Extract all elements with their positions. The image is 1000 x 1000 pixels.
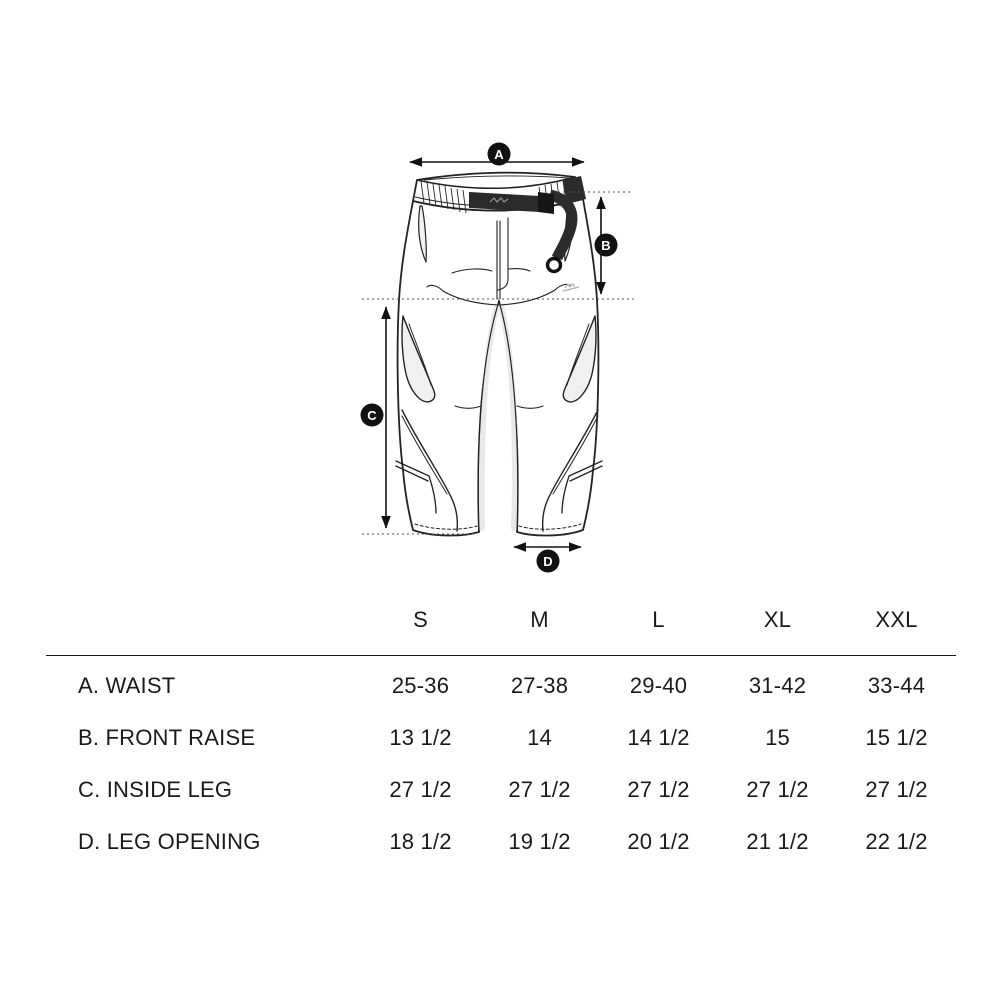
cell-front-raise-xxl: 15 1/2 xyxy=(865,725,928,750)
table-divider xyxy=(46,655,956,656)
table-row-leg-opening xyxy=(46,816,956,868)
measure-label-c xyxy=(361,404,384,427)
pants-body xyxy=(396,199,602,536)
cell-inside-leg-xxl: 27 1/2 xyxy=(865,777,928,802)
col-header-xl: XL xyxy=(763,607,792,632)
table-row-waist xyxy=(46,660,956,712)
cell-inside-leg-xl: 27 1/2 xyxy=(746,777,809,802)
cell-leg-opening-xxl: 22 1/2 xyxy=(865,829,928,854)
size-table xyxy=(46,598,956,868)
measure-letter-c: C xyxy=(367,408,377,423)
measure-letter-b: B xyxy=(601,238,611,253)
belt-buckle xyxy=(538,192,554,214)
cell-front-raise-xl: 15 xyxy=(765,725,790,750)
col-header-s: S xyxy=(413,607,428,632)
cell-waist-xxl: 33-44 xyxy=(867,673,926,698)
measure-letter-d: D xyxy=(543,554,553,569)
cell-leg-opening-s: 18 1/2 xyxy=(389,829,452,854)
measure-letter-a: A xyxy=(494,147,504,162)
cell-inside-leg-s: 27 1/2 xyxy=(389,777,452,802)
measure-label-d xyxy=(537,550,560,573)
col-header-m: M xyxy=(530,607,549,632)
cell-front-raise-s: 13 1/2 xyxy=(389,725,452,750)
col-header-l: L xyxy=(652,607,665,632)
row-label-inside-leg: C. INSIDE LEG xyxy=(78,777,233,802)
cell-waist-m: 27-38 xyxy=(510,673,569,698)
cell-inside-leg-m: 27 1/2 xyxy=(508,777,571,802)
cell-leg-opening-m: 19 1/2 xyxy=(508,829,571,854)
row-label-leg-opening: D. LEG OPENING xyxy=(78,829,261,854)
cell-waist-xl: 31-42 xyxy=(748,673,807,698)
cell-waist-l: 29-40 xyxy=(629,673,688,698)
table-row-front-raise xyxy=(46,712,956,764)
cell-waist-s: 25-36 xyxy=(391,673,450,698)
cell-front-raise-m: 14 xyxy=(527,725,552,750)
cell-front-raise-l: 14 1/2 xyxy=(627,725,690,750)
size-table-body xyxy=(46,660,956,868)
row-label-front-raise: B. FRONT RAISE xyxy=(78,725,256,750)
col-header-xxl: XXL xyxy=(875,607,918,632)
cell-leg-opening-l: 20 1/2 xyxy=(627,829,690,854)
measure-label-b xyxy=(595,234,618,257)
measure-label-a xyxy=(488,143,511,166)
table-row-inside-leg xyxy=(46,764,956,816)
row-label-waist: A. WAIST xyxy=(78,673,176,698)
size-table-header-row xyxy=(46,598,956,642)
cell-leg-opening-xl: 21 1/2 xyxy=(746,829,809,854)
cell-inside-leg-l: 27 1/2 xyxy=(627,777,690,802)
